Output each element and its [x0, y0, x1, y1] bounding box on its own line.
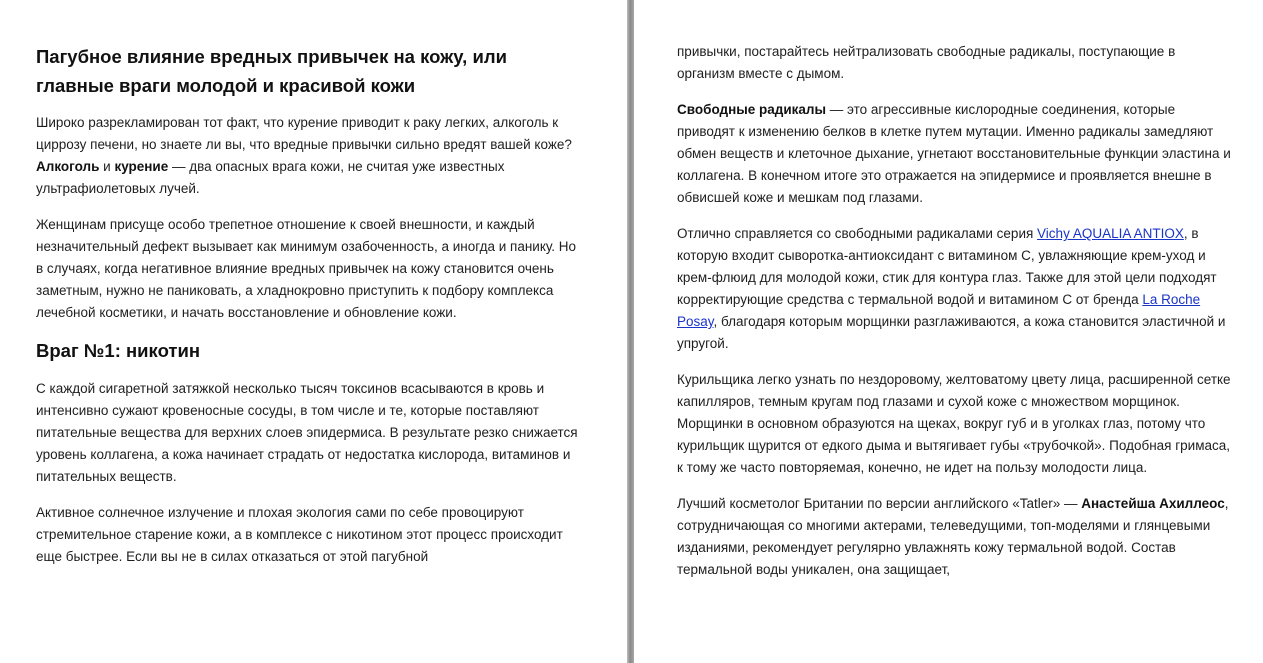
page-left-content [36, 42, 586, 582]
text-run: — это агрессивные кислородные соединения, которые приводят к изменению белков в клетке путем мутации. Именно радикалы замедляют обмен веществ и клеточное дыхание, угнетают восстановительные функции эластина и коллагена. В конечном итоге это отражается на эпидермисе и проявляется внешне в обвисшей коже и мешкам под глазами. [677, 102, 1231, 205]
bold-free-radicals: Свободные радикалы [677, 102, 827, 117]
bold-smoking: курение [114, 159, 169, 174]
text-run: Отлично справляется со свободными радикалами серия [677, 226, 1038, 241]
paragraph-habits-continued: привычки, постарайтесь нейтрализовать свободные радикалы, поступающие в организм вместе с дымом. [677, 44, 1176, 81]
page-right-content [677, 41, 1232, 595]
text-run: , в которую входит сыворотка-антиоксидант с витамином С, увлажняющие крем-уход и крем-флюид для молодой кожи, стик для контура глаз. Также для этой цели подходят корректирующие средства с термальной водой и витамином С от бренда [677, 226, 1217, 307]
text-run: Лучший косметолог Британии по версии английского «Tatler» — [677, 496, 1082, 511]
document-page-right [634, 0, 1263, 663]
paragraph-free-radicals [677, 99, 1232, 209]
article-title: Пагубное влияние вредных привычек на кожу, или главные враги молодой и красивой кожи [36, 46, 507, 96]
paragraph-cosmetologist [677, 493, 1232, 581]
paragraph-toxins: С каждой сигаретной затяжкой несколько тысяч токсинов всасываются в кровь и интенсивно сужают кровеносные сосуды, в том числе и те, которые поставляют питательные вещества для верхних слоев эпидермиса. В результате резко снижается уровень коллагена, а кожа начинает страдать от недостатка кислорода, витаминов и питательных веществ. [36, 381, 578, 484]
paragraph-women: Женщинам присуще особо трепетное отношение к своей внешности, и каждый незначительный дефект вызывает как минимум озабоченность, а иногда и панику. Но в случаях, когда негативное влияние вредных привычек на кожу становится очень заметным, нужно не паниковать, а хладнокровно приступить к подбору комплекса лечебной косметики, и начать восстановление и обновление кожи. [36, 217, 577, 320]
vichy-link[interactable]: Vichy AQUALIA ANTIOX [1037, 226, 1184, 241]
text-run: , благодаря которым морщинки разглаживаются, а кожа становится эластичной и упругой. [677, 314, 1226, 351]
document-page-left [0, 0, 627, 663]
bold-name: Анастейша Ахиллеос [1081, 496, 1225, 511]
paragraph-smoker-face: Курильщика легко узнать по нездоровому, желтоватому цвету лица, расширенной сетке капилляров, темным кругам под глазами и сухой коже с множеством морщинок. Морщинки в основном образуются на щеках, вокруг губ и в уголках глаз, потому что курильщик щурится от едкого дыма и вытягивает губы «трубочкой». Подобная гримаса, к тому же часто повторяемая, конечно, не идет на пользу молодости лица. [677, 372, 1231, 475]
paragraph-sun: Активное солнечное излучение и плохая экология сами по себе провоцируют стремительное старение кожи, а в комплексе с никотином этот процесс происходит еще быстрее. Если вы не в силах отказаться от этой пагубной [36, 505, 563, 564]
text-run: и [99, 159, 115, 174]
la-roche-posay-link[interactable]: La Roche Posay [677, 292, 1201, 329]
bold-alcohol: Алкоголь [36, 159, 100, 174]
text-run: — два опасных врага кожи, не считая уже известных ультрафиолетовых лучей. [36, 159, 505, 196]
page-divider [627, 0, 634, 663]
section-heading-nicotine: Враг №1: никотин [36, 340, 201, 361]
paragraph-products [677, 223, 1232, 355]
paragraph-intro [36, 112, 586, 200]
text-run: , сотрудничающая со многими актерами, телеведущими, топ-моделями и глянцевыми изданиями, рекомендует регулярно увлажнять кожу термальной водой. Состав термальной воды уникален, она защищает, [677, 496, 1229, 577]
text-run: Широко разрекламирован тот факт, что курение приводит к раку легких, алкоголь к циррозу печени, но знаете ли вы, что вредные привычки сильно вредят вашей коже? [36, 115, 572, 152]
